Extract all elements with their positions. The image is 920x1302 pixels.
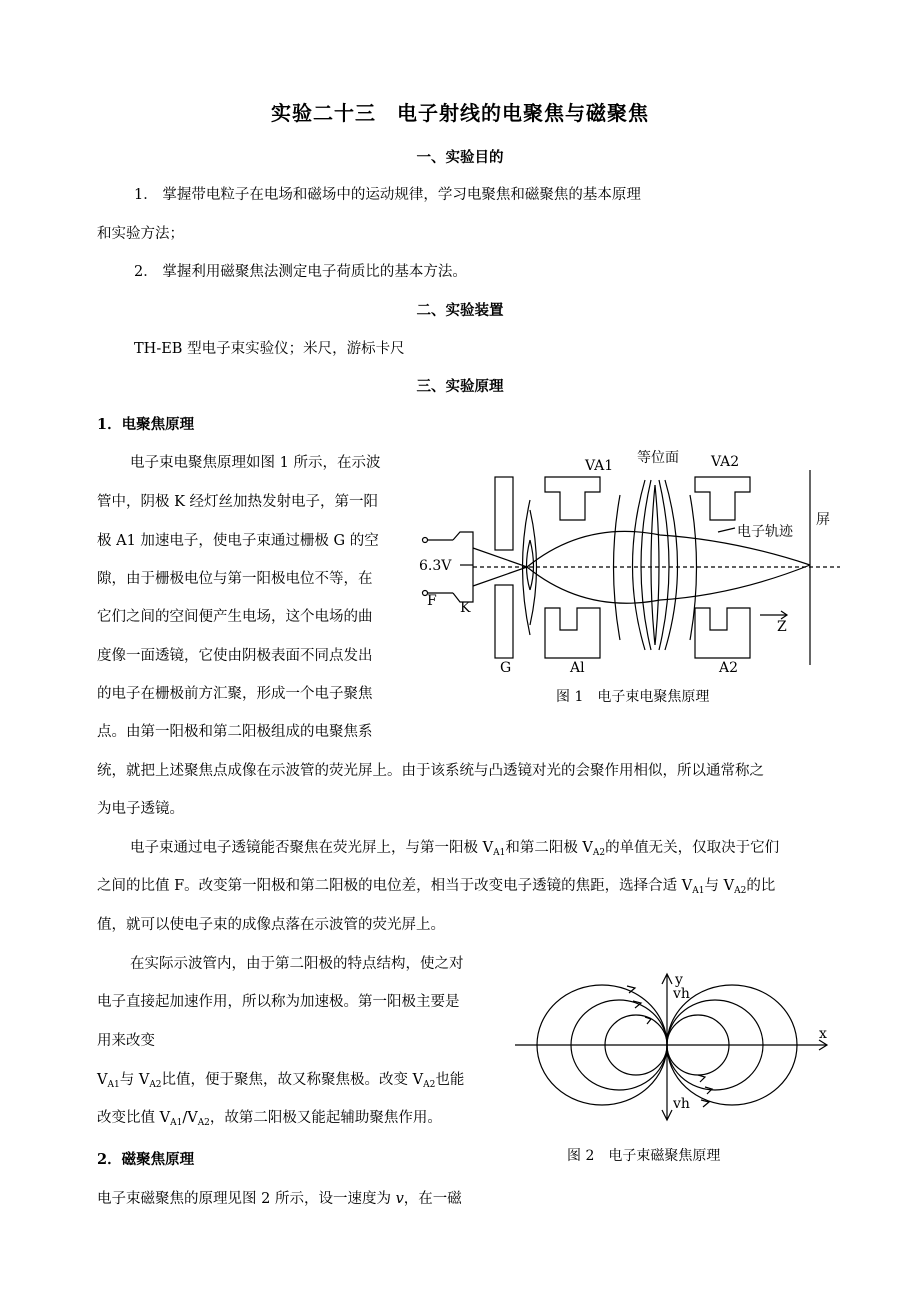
va1-upper-electrode bbox=[545, 477, 600, 520]
label-vh-bottom: vh bbox=[673, 1096, 690, 1112]
text-line: 电子束磁聚焦的原理见图 2 所示，设一速度为 v，在一磁 bbox=[97, 1191, 462, 1207]
label-trajectory: 电子轨迹 bbox=[737, 524, 793, 540]
label-g: G bbox=[500, 660, 512, 676]
equipotential-line bbox=[665, 480, 678, 650]
paragraph-ratio-line3: 值，就可以使电子束的成像点落在示波管的荧光屏上。 bbox=[97, 917, 445, 933]
label-va1: VA1 bbox=[585, 458, 614, 474]
subsection-magnetic-focus: 2．磁聚焦原理 bbox=[97, 1151, 195, 1168]
label-a1: Al bbox=[570, 660, 585, 676]
grid-lower bbox=[495, 585, 513, 658]
text-line: 为电子透镜。 bbox=[97, 801, 184, 817]
equipotential-line bbox=[655, 485, 659, 645]
section-heading-principle: 三、实验原理 bbox=[416, 378, 504, 395]
paragraph-ratio-line2: 之间的比值 F。改变第一阳极和第二阳极的电位差，相当于改变电子透镜的焦距，选择合适 $V_{A1}$与 $V_{A2}$的比 bbox=[97, 878, 776, 896]
label-f: F bbox=[427, 593, 437, 609]
trajectory-arrow bbox=[718, 528, 735, 532]
direction-arrow-icon bbox=[698, 1075, 705, 1082]
label-z: Z bbox=[777, 619, 787, 635]
a2-lower-electrode bbox=[695, 608, 750, 658]
paragraph-ratio-line1: 电子束通过电子透镜能否聚焦在荧光屏上，与第一阳极 $V_{A1}$和第二阳极 $V_{A2}$的单值无关，仅取决于它们 bbox=[130, 840, 780, 858]
label-equipotential: 等位面 bbox=[637, 450, 679, 466]
purpose-item-1-cont: 和实验方法； bbox=[97, 226, 184, 242]
text-line: 电子束电聚焦原理如图 1 所示，在示波 bbox=[130, 455, 381, 471]
text-line: 统，就把上述聚焦点成像在示波管的荧光屏上。由于该系统与凸透镜对光的会聚作用相似，所以通常称之 bbox=[97, 763, 764, 779]
cathode bbox=[453, 532, 473, 602]
label-a2: A2 bbox=[719, 660, 739, 676]
equipotential-line bbox=[641, 480, 651, 650]
figure-1-electric-focus bbox=[415, 440, 855, 680]
equipotential-line bbox=[633, 480, 646, 650]
text-line: 管中，阴极 K 经灯丝加热发射电子，第一阳 bbox=[97, 494, 379, 510]
text-line: 用来改变 bbox=[97, 1033, 155, 1049]
grid-upper bbox=[495, 477, 513, 550]
figure-2-caption: 图 2 电子束磁聚焦原理 bbox=[567, 1148, 721, 1164]
text-line: $V_{A1}$与 $V_{A2}$比值，便于聚焦，故又称聚焦极。改变 $V_{A2}$也能 bbox=[97, 1072, 465, 1090]
a1-lower-electrode bbox=[545, 608, 600, 658]
label-va2: VA2 bbox=[711, 454, 740, 470]
text-line: 它们之间的空间便产生电场，这个电场的曲 bbox=[97, 609, 373, 625]
text-line: 度像一面透镜，它使由阴极表面不同点发出 bbox=[97, 648, 373, 664]
section-heading-purpose: 一、实验目的 bbox=[416, 149, 504, 166]
equipotential-line bbox=[659, 480, 669, 650]
text-line: 点。由第一阳极和第二阳极组成的电聚焦系 bbox=[97, 724, 373, 740]
label-y: y bbox=[675, 972, 683, 988]
text-line: 在实际示波管内，由于第二阳极的特点结构，使之对 bbox=[130, 956, 464, 972]
label-x: x bbox=[819, 1026, 827, 1042]
apparatus-text: TH-EB 型电子束实验仪；米尺，游标卡尺 bbox=[134, 341, 405, 357]
text-line: 极 A1 加速电子，使电子束通过栅极 G 的空 bbox=[97, 533, 379, 549]
label-k: K bbox=[460, 600, 471, 616]
section-heading-apparatus: 二、实验装置 bbox=[416, 302, 504, 319]
label-screen: 屏 bbox=[816, 512, 830, 528]
equipotential-line bbox=[530, 540, 534, 590]
figure-2-magnetic-focus bbox=[505, 960, 840, 1135]
equipotential-line bbox=[651, 485, 655, 645]
direction-arrow-icon bbox=[705, 1087, 712, 1094]
text-line: 的电子在栅极前方汇聚，形成一个电子聚焦 bbox=[97, 686, 373, 702]
label-vh-top: vh bbox=[673, 986, 690, 1002]
figure-1-caption: 图 1 电子束电聚焦原理 bbox=[556, 689, 710, 705]
text-line: 电子直接起加速作用，所以称为加速极。第一阳极主要是 bbox=[97, 994, 460, 1010]
text-line: 隙，由于栅极电位与第一阳极电位不等，在 bbox=[97, 571, 373, 587]
subsection-electric-focus: 1．电聚焦原理 bbox=[97, 416, 195, 433]
terminal-icon bbox=[423, 538, 428, 543]
page-title: 实验二十三 电子射线的电聚焦与磁聚焦 bbox=[271, 101, 649, 125]
label-voltage: 6.3V bbox=[419, 558, 452, 574]
va2-upper-electrode bbox=[695, 477, 750, 520]
text-line: 改变比值 $V_{A1}/V_{A2}$，故第二阳极又能起辅助聚焦作用。 bbox=[97, 1110, 442, 1128]
purpose-item-1: 1． 掌握带电粒子在电场和磁场中的运动规律，学习电聚焦和磁聚焦的基本原理 bbox=[134, 187, 641, 203]
purpose-item-2: 2． 掌握利用磁聚焦法测定电子荷质比的基本方法。 bbox=[134, 264, 467, 280]
